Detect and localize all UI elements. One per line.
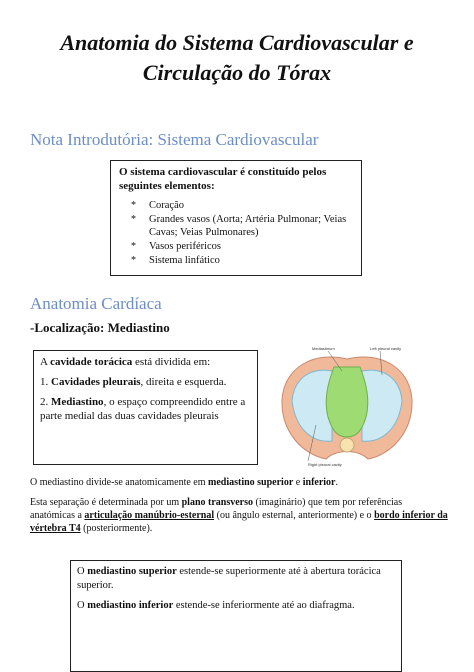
text: A: [40, 356, 51, 368]
mediastinum-region: [326, 367, 368, 437]
list-item-text: Sistema linfático: [149, 255, 220, 266]
mediastinum-divisions-box: [70, 560, 402, 672]
text: O: [77, 600, 88, 611]
intro-box: [110, 160, 362, 276]
paragraph-divisions: [30, 476, 450, 489]
text: estende-se inferiormente até ao diafragma.: [173, 600, 355, 611]
cavity-box: [33, 350, 258, 465]
cavity-item-1: [40, 375, 251, 389]
bold-text: inferior: [302, 477, 336, 488]
bullet-icon: *: [131, 214, 136, 225]
intro-lead: O sistema cardiovascular é constituído pelos seguintes elementos:: [119, 166, 327, 192]
cavity-item-2: [40, 395, 251, 423]
inferior-mediastinum-text: [77, 599, 395, 613]
list-item-text: Vasos periféricos: [149, 241, 222, 252]
superior-mediastinum-text: [77, 565, 395, 593]
underlined-bold-text: articulação manúbrio-esternal: [84, 510, 215, 521]
underlined-bold-text: bordo inferior da vértebra T4: [30, 510, 448, 534]
list-item: [119, 199, 353, 212]
list-item-text: Grandes vasos (Aorta; Artéria Pulmonar; Veias Cavas; Veias Pulmonares): [149, 214, 347, 238]
label-left-pleural: Left pleural cavity: [370, 346, 402, 351]
text: (imaginário) que tem por referências anatómicas a: [30, 497, 403, 521]
bold-text: mediastino inferior: [87, 600, 174, 611]
text: .: [335, 477, 338, 488]
text: está dividida em:: [132, 356, 211, 368]
bullet-icon: *: [131, 200, 136, 211]
bullet-icon: *: [131, 255, 136, 266]
anatomy-heading: Anatomia Cardíaca: [30, 294, 162, 313]
text: 2.: [40, 396, 51, 408]
vertebra: [340, 438, 354, 452]
paragraph-separation: [30, 496, 448, 535]
location-subheading: -Localização: Mediastino: [30, 320, 170, 335]
text: , o espaço compreendido entre a parte medial das duas cavidades pleurais: [40, 396, 246, 422]
label-mediastinum: Mediastinum: [312, 346, 335, 351]
bold-text: Cavidades pleurais: [51, 376, 141, 388]
text: (posteriormente).: [80, 523, 153, 534]
text: O: [77, 566, 88, 577]
list-item: [119, 240, 353, 253]
text: O mediastino divide-se anatomicamente em: [30, 477, 208, 488]
list-item: [119, 213, 353, 239]
bold-text: mediastino superior: [87, 566, 177, 577]
text: e: [293, 477, 303, 488]
cavity-intro: [40, 355, 251, 369]
text: 1.: [40, 376, 51, 388]
bold-text: mediastino superior: [208, 477, 294, 488]
bold-text: Mediastino: [51, 396, 104, 408]
text: (ou ângulo esternal, anteriormente) e o: [214, 510, 375, 521]
text: , direita e esquerda.: [140, 376, 227, 388]
label-right-pleural: Right pleural cavity: [308, 462, 342, 467]
thorax-cross-section-figure: [272, 345, 422, 470]
list-item: [119, 254, 353, 267]
text: estende-se superiormente até à abertura torácica superior.: [77, 566, 381, 591]
bullet-icon: *: [131, 241, 136, 252]
page-title: Anatomia do Sistema Cardiovascular e Circulação do Tórax: [60, 30, 414, 85]
text: Esta separação é determinada por um: [30, 497, 182, 508]
elements-list: [119, 199, 353, 267]
bold-text: plano transverso: [181, 497, 254, 508]
list-item-text: Coração: [149, 200, 184, 211]
intro-heading: Nota Introdutória: Sistema Cardiovascular: [30, 130, 319, 149]
bold-text: cavidade torácica: [50, 356, 133, 368]
